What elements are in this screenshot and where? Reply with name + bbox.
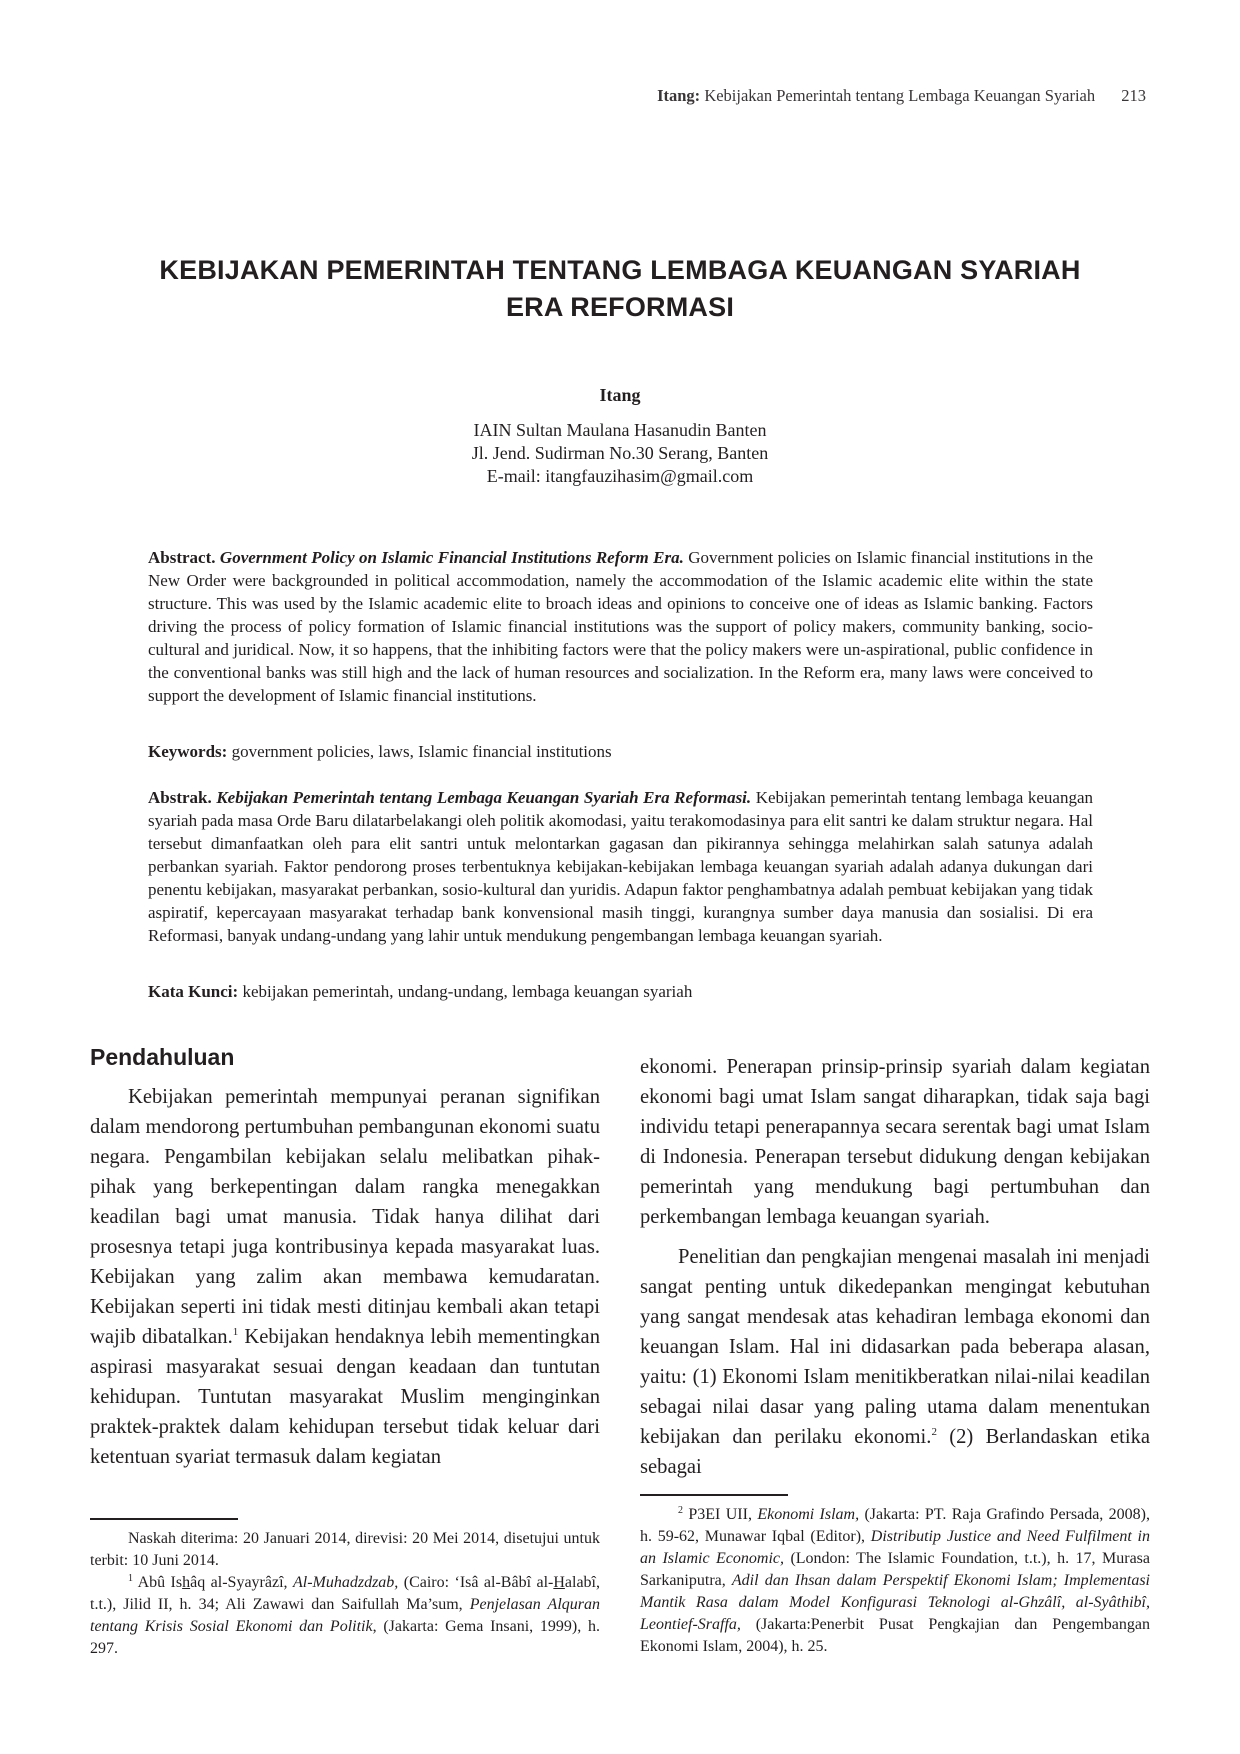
title-line-1: KEBIJAKAN PEMERINTAH TENTANG LEMBAGA KEUANGAN SYARIAH — [159, 255, 1081, 285]
body-paragraph — [90, 1082, 600, 1472]
footnote-rule — [90, 1518, 238, 1520]
abstrak-title: Kebijakan Pemerintah tentang Lembaga Keuangan Syariah Era Reformasi. — [216, 788, 752, 807]
footnote-text: Abû Is — [137, 1574, 183, 1591]
section-heading: Pendahuluan — [90, 1044, 235, 1070]
affiliation: IAIN Sultan Maulana Hasanudin Banten — [473, 420, 767, 440]
keywords-indonesian — [148, 980, 1093, 1003]
author-block — [100, 384, 1140, 488]
footnote-text: (Jakarta:Penerbit Pusat Pengkajian dan Pengembangan Ekonomi Islam, 2004), h. 25. — [640, 1616, 1150, 1655]
footnote-work-title: Al-Muhadzdzab, — [292, 1574, 399, 1591]
footnote-text: âq al-Syayrâzî, — [190, 1574, 293, 1591]
footnote-work-title: Adil dan Ihsan dalam Perspektif Ekonomi Islam; Implementasi Mantik Rasa dalam Model Konfigurasi Teknologi al-Ghzâlî, al-Syâthibî, Leontief-Sraffa, — [640, 1572, 1151, 1633]
footnote-text: P3EI UII, — [688, 1506, 758, 1523]
paragraph-text: Kebijakan pemerintah mempunyai peranan signifikan dalam mendorong pertumbuhan pembangunan ekonomi suatu negara. Pengambilan kebijakan selalu melibatkan pihak-pihak yang berkepentingan dalam rangka menegakkan keadilan bagi umat manusia. Tidak hanya dilihat dari prosesnya tetapi juga kontribusinya kepada masyarakat luas. Kebijakan yang zalim akan membawa kemudaratan. Kebijakan seperti ini tidak mesti ditinjau kembali akan tetapi wajib dibatalkan. — [90, 1086, 600, 1348]
footnote-text: (Cairo: ‘Isâ al-Bâbî al- — [398, 1574, 554, 1591]
author-name: Itang — [599, 385, 641, 405]
keywords-text: government policies, laws, Islamic financial institutions — [231, 742, 612, 761]
abstract-english — [148, 546, 1093, 707]
body-paragraph — [640, 1242, 1150, 1482]
running-head-title: Kebijakan Pemerintah tentang Lembaga Keuangan Syariah — [704, 86, 1096, 105]
keywords-label: Keywords: — [148, 742, 228, 761]
footnote-work-title: Penjelasan Alquran tentang Krisis Sosial Ekonomi dan Politik — [90, 1596, 600, 1635]
paragraph-text: (2) Berlandaskan etika sebagai — [640, 1426, 1151, 1478]
paragraph-text: Kebijakan hendaknya lebih mementingkan aspirasi masyarakat sesuai dengan keadaan dan tuntutan kehidupan. Tuntutan masyarakat Muslim menginginkan praktek-praktek dalam kehidupan tersebut tidak keluar dari ketentuan syariat termasuk dalam kegiatan — [90, 1326, 600, 1468]
footnote-text: (Jakarta: PT. Raja Grafindo Persada, 2008), h. 59-62, Munawar Iqbal (Editor), — [640, 1506, 1151, 1545]
article-title — [100, 252, 1140, 326]
address: Jl. Jend. Sudirman No.30 Serang, Banten — [471, 443, 769, 463]
email: E-mail: itangfauzihasim@gmail.com — [486, 466, 754, 486]
footnote-text: alabî, t.t.), Jilid II, h. 34; Ali Zawawi dan Saifullah Ma’sum, — [90, 1574, 600, 1613]
footnote-ref[interactable]: 2 — [931, 1426, 937, 1438]
footnotes-left — [90, 1528, 600, 1660]
running-head — [657, 86, 1146, 106]
page-number: 213 — [1121, 86, 1146, 105]
footnote-1 — [90, 1572, 600, 1660]
footnote-ref[interactable]: 1 — [232, 1326, 239, 1338]
body-paragraph: ekonomi. Penerapan prinsip-prinsip syariah dalam kegiatan ekonomi bagi umat Islam sangat diharapkan, tidak saja bagi individu tetapi penerapannya secara serentak bagi umat Islam di Indonesia. Penerapan tersebut didukung dengan kebijakan pemerintah yang mendukung bagi pertumbuhan dan perkembangan lembaga keuangan syariah. — [640, 1056, 1150, 1228]
footnote-text: h — [182, 1574, 191, 1591]
abstract-label: Abstract. — [148, 548, 216, 567]
paragraph-text: Penelitian dan pengkajian mengenai masalah ini menjadi sangat penting untuk dikedepankan mengingat kebutuhan yang sangat mendesak atas kehadiran lembaga ekonomi dan keuangan Islam. Hal ini didasarkan pada beberapa alasan, yaitu: (1) Ekonomi Islam menitikberatkan nilai-nilai keadilan sebagai nilai dasar yang paling utama dalam menentukan kebijakan dan perilaku ekonomi. — [640, 1246, 1150, 1448]
abstract-title: Government Policy on Islamic Financial Institutions Reform Era. — [219, 548, 684, 567]
footnote-text: , (Jakarta: Gema Insani, 1999), h. 297. — [90, 1618, 600, 1657]
right-column — [640, 1052, 1150, 1482]
footnote-mark: 1 — [128, 1573, 133, 1584]
footnotes-right — [640, 1504, 1150, 1658]
kata-kunci-label: Kata Kunci: — [148, 982, 239, 1001]
abstrak-body: Kebijakan pemerintah tentang lembaga keuangan syariah pada masa Orde Baru dilatarbelakangi oleh politik akomodasi, yaitu terakomodasinya para elit santri ke dalam struktur negara. Hal tersebut dimanfaatkan oleh para elit santri untuk melontarkan gagasan dan pikirannya sehingga melahirkan salah satunya adalah perbankan syariah. Faktor pendorong proses terbentuknya kebijakan-kebijakan lembaga keuangan syariah adalah adanya dukungan dari penentu kebijakan, masyarakat perbankan, sosio-kultural dan yuridis. Adapun faktor penghambatnya adalah pembuat kebijakan yang tidak aspiratif, kepercayaan masyarakat terhadap bank konvensional masih tinggi, kurangnya sumber daya manusia dan sosialisi. Di era Reformasi, banyak undang-undang yang lahir untuk mendukung pengembangan lembaga keuangan syariah. — [148, 788, 1094, 945]
footnote-text: H — [553, 1574, 565, 1591]
footnote-text: (London: The Islamic Foundation, t.t.), h. 17, Murasa Sarkaniputra, — [640, 1550, 1150, 1589]
footnote-2 — [640, 1504, 1150, 1658]
footnote-rule — [640, 1494, 788, 1496]
received-note: Naskah diterima: 20 Januari 2014, direvisi: 20 Mei 2014, disetujui untuk terbit: 10 Juni 2014. — [90, 1530, 600, 1569]
keywords-english — [148, 740, 1093, 763]
abstract-body: Government policies on Islamic financial institutions in the New Order were backgrounded in political accommodation, namely the accommodation of the Islamic academic elite within the state structure. This was used by the Islamic academic elite to broach ideas and opinions to conceive one of ideas as Islamic banking. Factors driving the process of policy formation of Islamic financial institutions was the support of policy makers, community banking, socio-cultural and juridical. Now, it so happens, that the inhibiting factors were that the policy makers were un-aspirational, public confidence in the conventional banks was still high and the lack of human resources and socialization. In the Reform era, many laws were conceived to support the development of Islamic financial institutions. — [148, 548, 1093, 705]
abstrak-label: Abstrak. — [148, 788, 212, 807]
abstract-indonesian — [148, 786, 1093, 947]
kata-kunci-text: kebijakan pemerintah, undang-undang, lembaga keuangan syariah — [242, 982, 693, 1001]
title-line-2: ERA REFORMASI — [505, 292, 735, 322]
footnote-work-title: Ekonomi Islam, — [757, 1506, 860, 1523]
left-column — [90, 1082, 600, 1472]
running-head-author: Itang: — [657, 86, 701, 105]
footnote-work-title: Distributip Justice and Need Fulfilment in an Islamic Economic, — [640, 1528, 1150, 1567]
footnote-mark: 2 — [678, 1505, 683, 1516]
